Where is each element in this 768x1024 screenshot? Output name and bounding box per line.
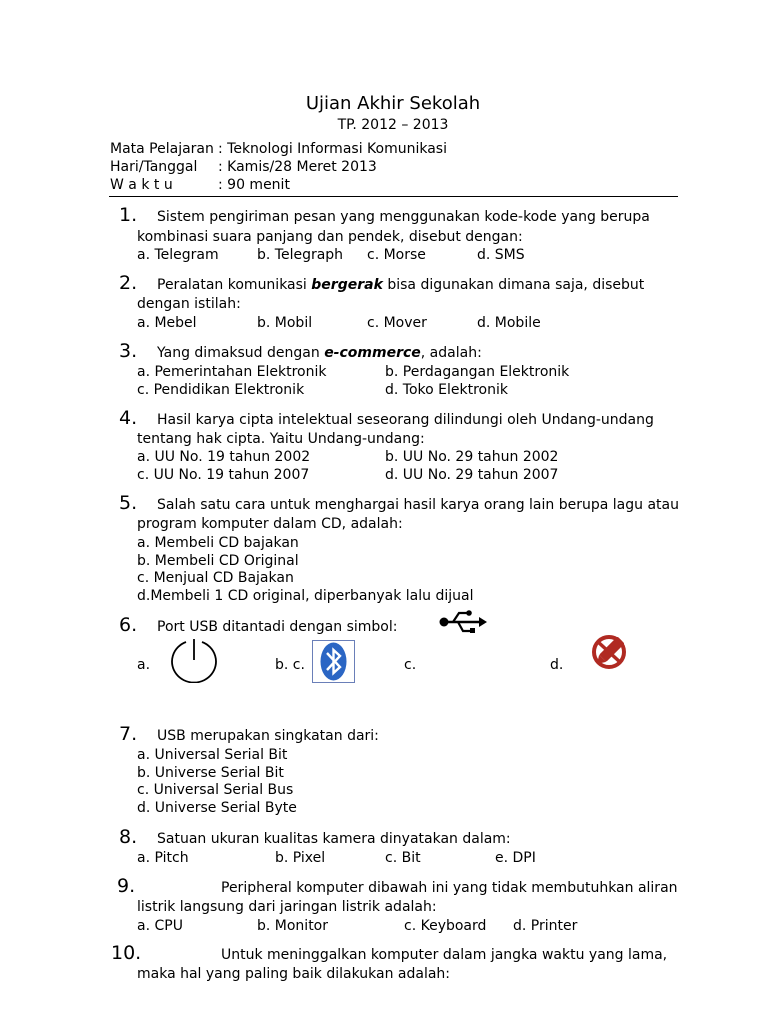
meta-value-subject: : Teknologi Informasi Komunikasi	[218, 141, 447, 157]
meta-label-time: W a k t u	[110, 177, 173, 193]
power-icon	[167, 637, 221, 683]
question-text: Hasil karya cipta intelektual seseorang dilindungi oleh Undang-undang	[157, 412, 654, 428]
answer-option: a.	[137, 657, 151, 673]
usb-icon	[437, 606, 489, 638]
question-text: program komputer dalam CD, adalah:	[137, 516, 403, 532]
question-text: Port USB ditantadi dengan simbol:	[157, 619, 398, 635]
answer-option: c. Pendidikan Elektronik	[137, 382, 305, 398]
answer-option: d. Mobile	[477, 315, 541, 331]
answer-option: b. Monitor	[257, 918, 329, 934]
answer-option: a. Pitch	[137, 850, 189, 866]
answer-option: c. Universal Serial Bus	[137, 782, 294, 798]
answer-option: a. Pemerintahan Elektronik	[137, 364, 327, 380]
question-number: 5.	[119, 492, 138, 514]
answer-option: c. Keyboard	[404, 918, 487, 934]
school-year: TP. 2012 – 2013	[337, 117, 449, 133]
answer-option: d. Printer	[513, 918, 578, 934]
question-text: Salah satu cara untuk menghargai hasil karya orang lain berupa lagu atau	[157, 497, 679, 513]
answer-option: d. UU No. 29 tahun 2007	[385, 467, 559, 483]
answer-option: c. Menjual CD Bajakan	[137, 570, 294, 586]
question-number: 1.	[119, 204, 138, 226]
answer-option: c. Mover	[367, 315, 427, 331]
answer-option: a. Telegram	[137, 247, 219, 263]
meta-value-date: : Kamis/28 Meret 2013	[218, 159, 377, 175]
question-text: listrik langsung dari jaringan listrik adalah:	[137, 899, 437, 915]
meta-label-date: Hari/Tanggal	[110, 159, 198, 175]
answer-option: a. CPU	[137, 918, 183, 934]
question-text: Peralatan komunikasi bergerak bisa digunakan dimana saja, disebut	[157, 277, 645, 293]
answer-option: a. Universal Serial Bit	[137, 747, 288, 763]
answer-option: d.Membeli 1 CD original, diperbanyak lalu dijual	[137, 588, 474, 604]
question-number: 3.	[119, 340, 138, 362]
answer-option: d. SMS	[477, 247, 525, 263]
answer-option: b. Pixel	[275, 850, 326, 866]
question-number: 2.	[119, 272, 138, 294]
answer-option: b. Universe Serial Bit	[137, 765, 284, 781]
answer-option: d. Universe Serial Byte	[137, 800, 297, 816]
question-number: 4.	[119, 407, 138, 429]
question-text: kombinasi suara panjang dan pendek, disebut dengan:	[137, 229, 523, 245]
answer-option: b. Telegraph	[257, 247, 344, 263]
answer-option: b. c.	[275, 657, 305, 673]
question-text: Yang dimaksud dengan e-commerce, adalah:	[157, 345, 482, 361]
answer-option: b. Perdagangan Elektronik	[385, 364, 570, 380]
meta-value-time: : 90 menit	[218, 177, 290, 193]
question-number: 9.	[117, 875, 136, 897]
answer-option: b. Mobil	[257, 315, 313, 331]
header-divider	[109, 196, 678, 197]
question-number: 10.	[111, 942, 142, 964]
answer-option: c. Bit	[385, 850, 421, 866]
question-text: maka hal yang paling baik dilakukan adalah:	[137, 966, 451, 982]
question-text: USB merupakan singkatan dari:	[157, 728, 379, 744]
question-text: Satuan ukuran kualitas kamera dinyatakan dalam:	[157, 831, 511, 847]
meta-label-subject: Mata Pelajaran	[110, 141, 214, 157]
question-number: 8.	[119, 826, 138, 848]
answer-option: c.	[404, 657, 417, 673]
answer-option: b. Membeli CD Original	[137, 553, 299, 569]
emphasis-text: e-commerce	[324, 345, 421, 361]
answer-option: e. DPI	[495, 850, 536, 866]
question-text: tentang hak cipta. Yaitu Undang-undang:	[137, 431, 425, 447]
question-number: 6.	[119, 614, 138, 636]
question-text: Peripheral komputer dibawah ini yang tidak membutuhkan aliran	[221, 880, 678, 896]
answer-option: c. Morse	[367, 247, 426, 263]
bluetooth-icon	[312, 640, 355, 683]
answer-option: d.	[550, 657, 564, 673]
exam-title: Ujian Akhir Sekolah	[305, 93, 481, 114]
question-text: Untuk meninggalkan komputer dalam jangka waktu yang lama,	[221, 947, 668, 963]
answer-option: c. UU No. 19 tahun 2007	[137, 467, 310, 483]
answer-option: d. Toko Elektronik	[385, 382, 508, 398]
no-pen-icon	[589, 632, 629, 672]
question-number: 7.	[119, 723, 138, 745]
answer-option: a. Membeli CD bajakan	[137, 535, 299, 551]
question-text: Sistem pengiriman pesan yang menggunakan kode-kode yang berupa	[157, 209, 650, 225]
emphasis-text: bergerak	[311, 277, 383, 293]
answer-option: b. UU No. 29 tahun 2002	[385, 449, 559, 465]
answer-option: a. Mebel	[137, 315, 197, 331]
answer-option: a. UU No. 19 tahun 2002	[137, 449, 311, 465]
question-text: dengan istilah:	[137, 296, 241, 312]
